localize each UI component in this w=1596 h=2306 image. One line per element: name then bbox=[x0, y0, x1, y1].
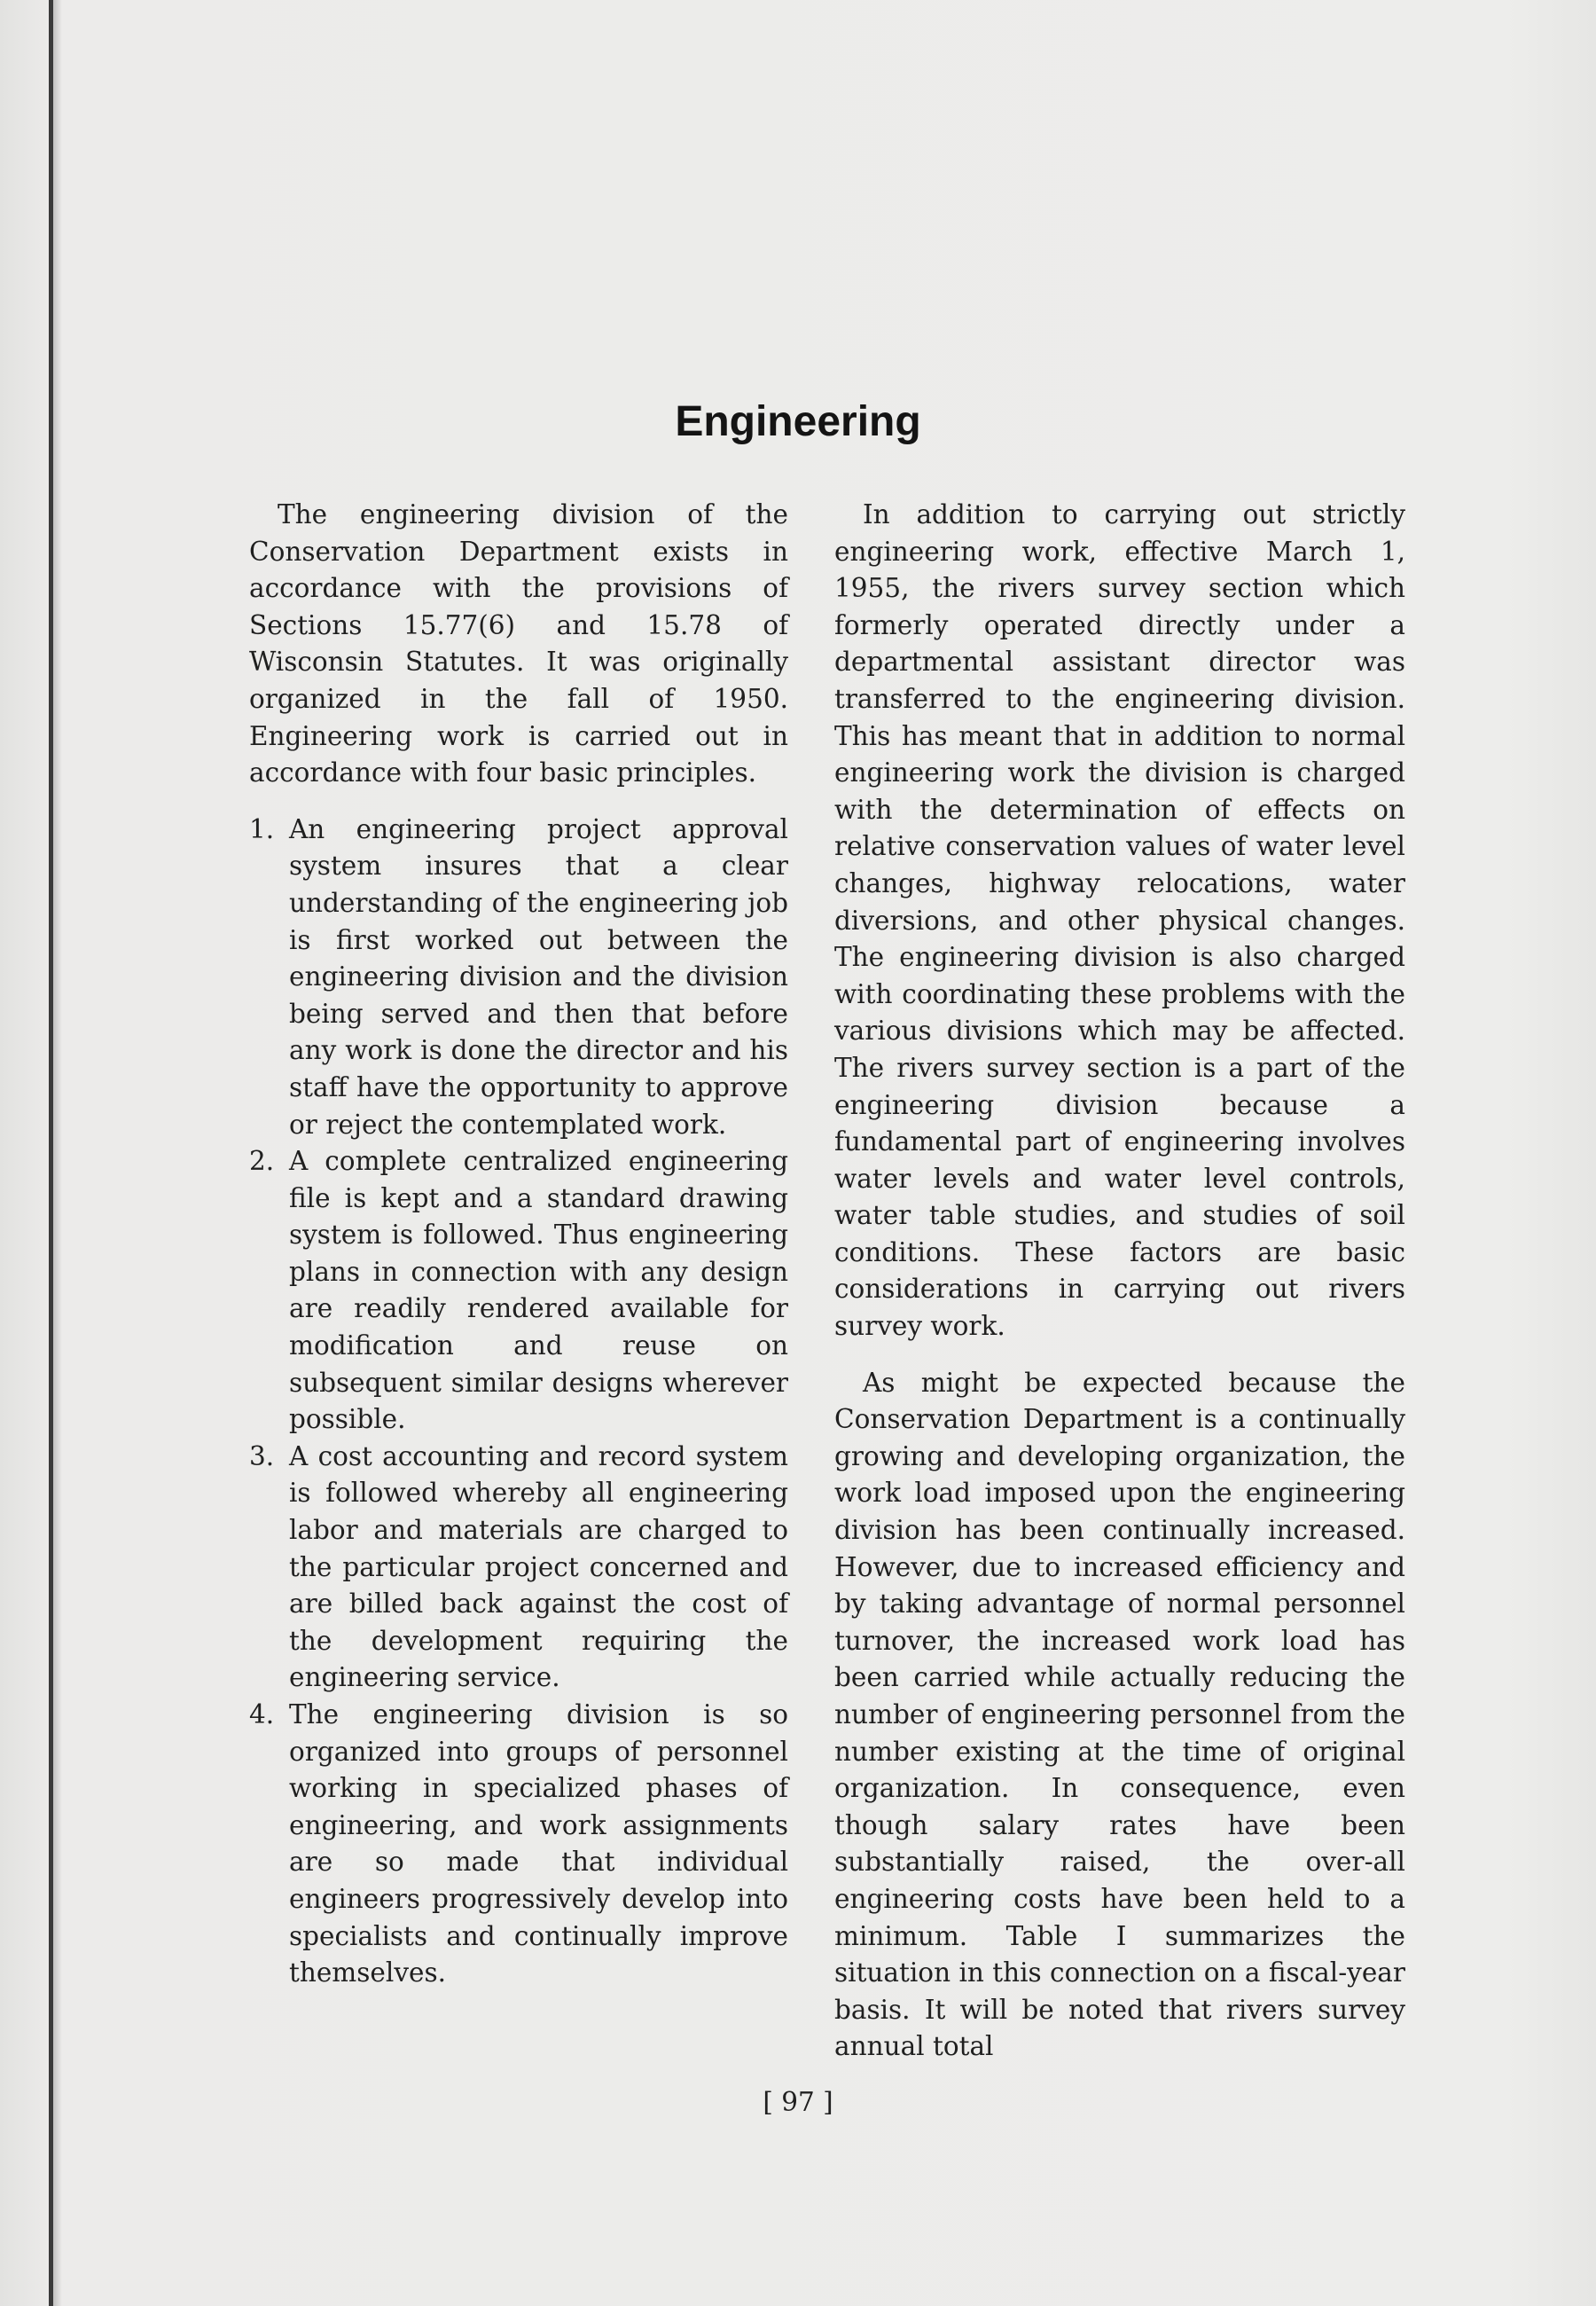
principle-number: 3. bbox=[249, 1440, 275, 1471]
body-paragraph: In addition to carrying out strictly engineering work, effective March 1, 1955, the rivers survey section which formerly operated directly under a departmental assistant director was transferred to the engineering division. This has meant that in addition to normal engineering work the division is charged with the determination of effects on relative conservation values of water level changes, highway relocations, water diversions, and other physical changes. The engineering division is also charged with coordinating these problems with the various divisions which may be affected. The rivers survey section is a part of the engineering division because a fundamental part of engineering involves water levels and water level controls, water table studies, and studies of soil conditions. These factors are basic considerations in carrying out rivers survey work. bbox=[834, 499, 1405, 1342]
right-column bbox=[834, 497, 1405, 2066]
principle-text: The engineering division is so organized into groups of personnel working in specialized phases of engineering, and work assignments are so made that individual engineers progressively develop into specialists and continually improve themselves. bbox=[289, 1699, 788, 1988]
binding-shadow bbox=[53, 0, 62, 2306]
principle-text: A complete centralized engineering file is kept and a standard drawing system is followed. Thus engineering plans in connection with any design are readily rendered available for modification and reuse on subsequent similar designs wherever possible. bbox=[289, 1146, 788, 1435]
principle-number: 1. bbox=[249, 813, 275, 844]
left-column bbox=[249, 497, 788, 1992]
intro-paragraph: The engineering division of the Conservation Department exists in accordance with the provisions of Sections 15.77(6) and 15.78 of Wisconsin Statutes. It was originally organized in the fall of 1950. Engineering work is carried out in accordance with four basic principles. bbox=[249, 499, 788, 788]
principle-text: An engineering project approval system insures that a clear understanding of the engineering job is first worked out between the engineering division and the division being served and then that before any work is done the director and his staff have the opportunity to approve or reject the contemplated work. bbox=[289, 813, 788, 1140]
principles-list bbox=[249, 812, 788, 1992]
principle-item bbox=[249, 1439, 788, 1697]
principle-item bbox=[249, 1143, 788, 1439]
principle-number: 4. bbox=[249, 1699, 275, 1730]
principle-item bbox=[249, 1697, 788, 1992]
principle-number: 2. bbox=[249, 1146, 275, 1177]
principle-text: A cost accounting and record system is followed whereby all engineering labor and materials are charged to the particular project concerned and are billed back against the cost of the development requiring the engineering service. bbox=[289, 1440, 788, 1693]
page-title: Engineering bbox=[675, 398, 921, 445]
principle-item bbox=[249, 812, 788, 1143]
body-paragraph: As might be expected because the Conservation Department is a continually growing and developing organization, the work load imposed upon the engineering division has been continually increased. However, due to increased efficiency and by taking advantage of normal personnel turnover, the increased work load has been carried while actually reducing the number of engineering personnel from the number existing at the time of original organization. In consequence, even though salary rates have been substantially raised, the over-all engineering costs have been held to a minimum. Table I summarizes the situation in this connection on a fiscal-year basis. It will be noted that rivers survey annual total bbox=[834, 1367, 1405, 2062]
page-number: [ 97 ] bbox=[763, 2087, 833, 2117]
